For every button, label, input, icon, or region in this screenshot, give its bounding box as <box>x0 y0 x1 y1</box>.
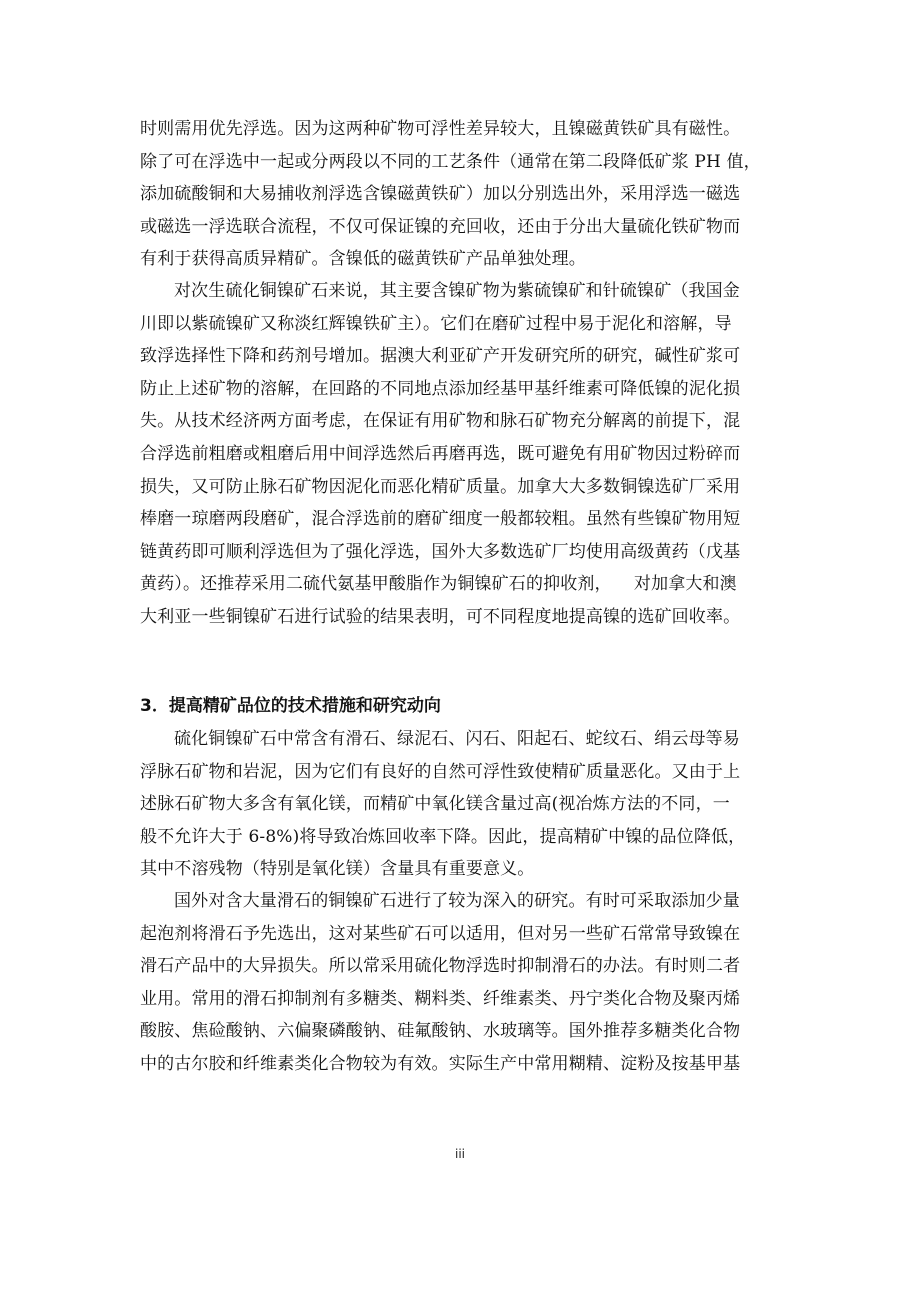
text-line: 棒磨一琼磨两段磨矿，混合浮选前的磨矿细度一般都较粗。虽然有些镍矿物用短 <box>140 509 741 530</box>
text-line: 合浮选前粗磨或粗磨后用中间浮选然后再磨再选，既可避免有用矿物因过粉碎而 <box>140 443 741 464</box>
paragraph-2 <box>140 275 785 634</box>
text-line: 失。从技术经济两方面考虑，在保证有用矿物和脉石矿物充分解离的前提下，混 <box>140 411 741 432</box>
text-line: 川即以紫硫镍矿又称淡红辉镍铁矿主）。它们在磨矿过程中易于泥化和溶解，导 <box>140 313 732 334</box>
text-line: 般不允许大于 6-8%)将导致冶炼回收率下降。因此，提高精矿中镍的品位降低， <box>140 826 746 847</box>
text-line: 浮脉石矿物和岩泥，因为它们有良好的自然可浮性致使精矿质量恶化。又由于上 <box>140 761 741 782</box>
page-number: iii <box>454 1147 465 1161</box>
text-line: 黄药）。还推荐采用二硫代氨基甲酸脂作为铜镍矿石的抑收剂， 对加拿大和澳 <box>140 574 737 595</box>
paragraph-3 <box>140 723 785 886</box>
text-line: 链黄药即可顺利浮选但为了强化浮选，国外大多数选矿厂均使用高级黄药（戊基 <box>140 541 741 562</box>
text-line: 滑石产品中的大异损失。所以常采用硫化物浮选时抑制滑石的办法。有时则二者 <box>140 956 741 977</box>
text-line: 防止上述矿物的溶解，在回路的不同地点添加经基甲基纤维素可降低镍的泥化损 <box>140 378 741 399</box>
text-line: 对次生硫化铜镍矿石来说，其主要含镍矿物为紫硫镍矿和针硫镍矿（我国金 <box>174 281 740 301</box>
text-line: 或磁选一浮选联合流程，不仅可保证镍的充回收，还由于分出大量硫化铁矿物而 <box>140 216 741 237</box>
text-line: 添加硫酸铜和大易捕收剂浮选含镍磁黄铁矿）加以分别选出外，采用浮选一磁选 <box>140 184 741 205</box>
text-line: 业用。常用的滑石抑制剂有多糖类、糊料类、纤维素类、丹宁类化合物及聚丙烯 <box>140 988 741 1009</box>
text-line: 大利亚一些铜镍矿石进行试验的结果表明，可不同程度地提高镍的选矿回收率。 <box>140 606 741 627</box>
text-line: 有利于获得高质异精矿。含镍低的磁黄铁矿产品单独处理。 <box>140 249 586 270</box>
text-line: 硫化铜镍矿石中常含有滑石、绿泥石、闪石、阳起石、蛇纹石、绢云母等易 <box>174 729 740 749</box>
text-line: 中的古尔胶和纤维素类化合物较为有效。实际生产中常用糊精、淀粉及按基甲基 <box>140 1053 741 1074</box>
text-line: 起泡剂将滑石予先选出，这对某些矿石可以适用，但对另一些矿石常常导致镍在 <box>140 923 741 944</box>
text-line: 除了可在浮选中一起或分两段以不同的工艺条件（通常在第二段降低矿浆 PH 值， <box>140 151 761 172</box>
text-line: 时则需用优先浮选。因为这两种矿物可浮性差异较大，且镍磁黄铁矿具有磁性。 <box>140 119 741 139</box>
text-line: 其中不溶残物（特别是氧化镁）含量具有重要意义。 <box>140 859 535 880</box>
text-line: 述脉石矿物大多含有氧化镁，而精矿中氧化镁含量过高(视冶炼方法的不同，一 <box>140 794 730 815</box>
paragraph-4 <box>140 885 785 1081</box>
text-line: 损失，又可防止脉石矿物因泥化而恶化精矿质量。加拿大大多数铜镍选矿厂采用 <box>140 476 741 497</box>
paragraph-1 <box>140 113 785 276</box>
text-line: 致浮选择性下降和药剂号增加。据澳大利亚矿产开发研究所的研究，碱性矿浆可 <box>140 346 741 367</box>
section-heading: 3．提高精矿品位的技术措施和研究动向 <box>140 696 441 716</box>
text-line: 酸胺、焦硷酸钠、六偏聚磷酸钠、硅氟酸钠、水玻璃等。国外推荐多糖类化合物 <box>140 1021 741 1042</box>
text-line: 国外对含大量滑石的铜镍矿石进行了较为深入的研究。有时可采取添加少量 <box>174 891 740 911</box>
